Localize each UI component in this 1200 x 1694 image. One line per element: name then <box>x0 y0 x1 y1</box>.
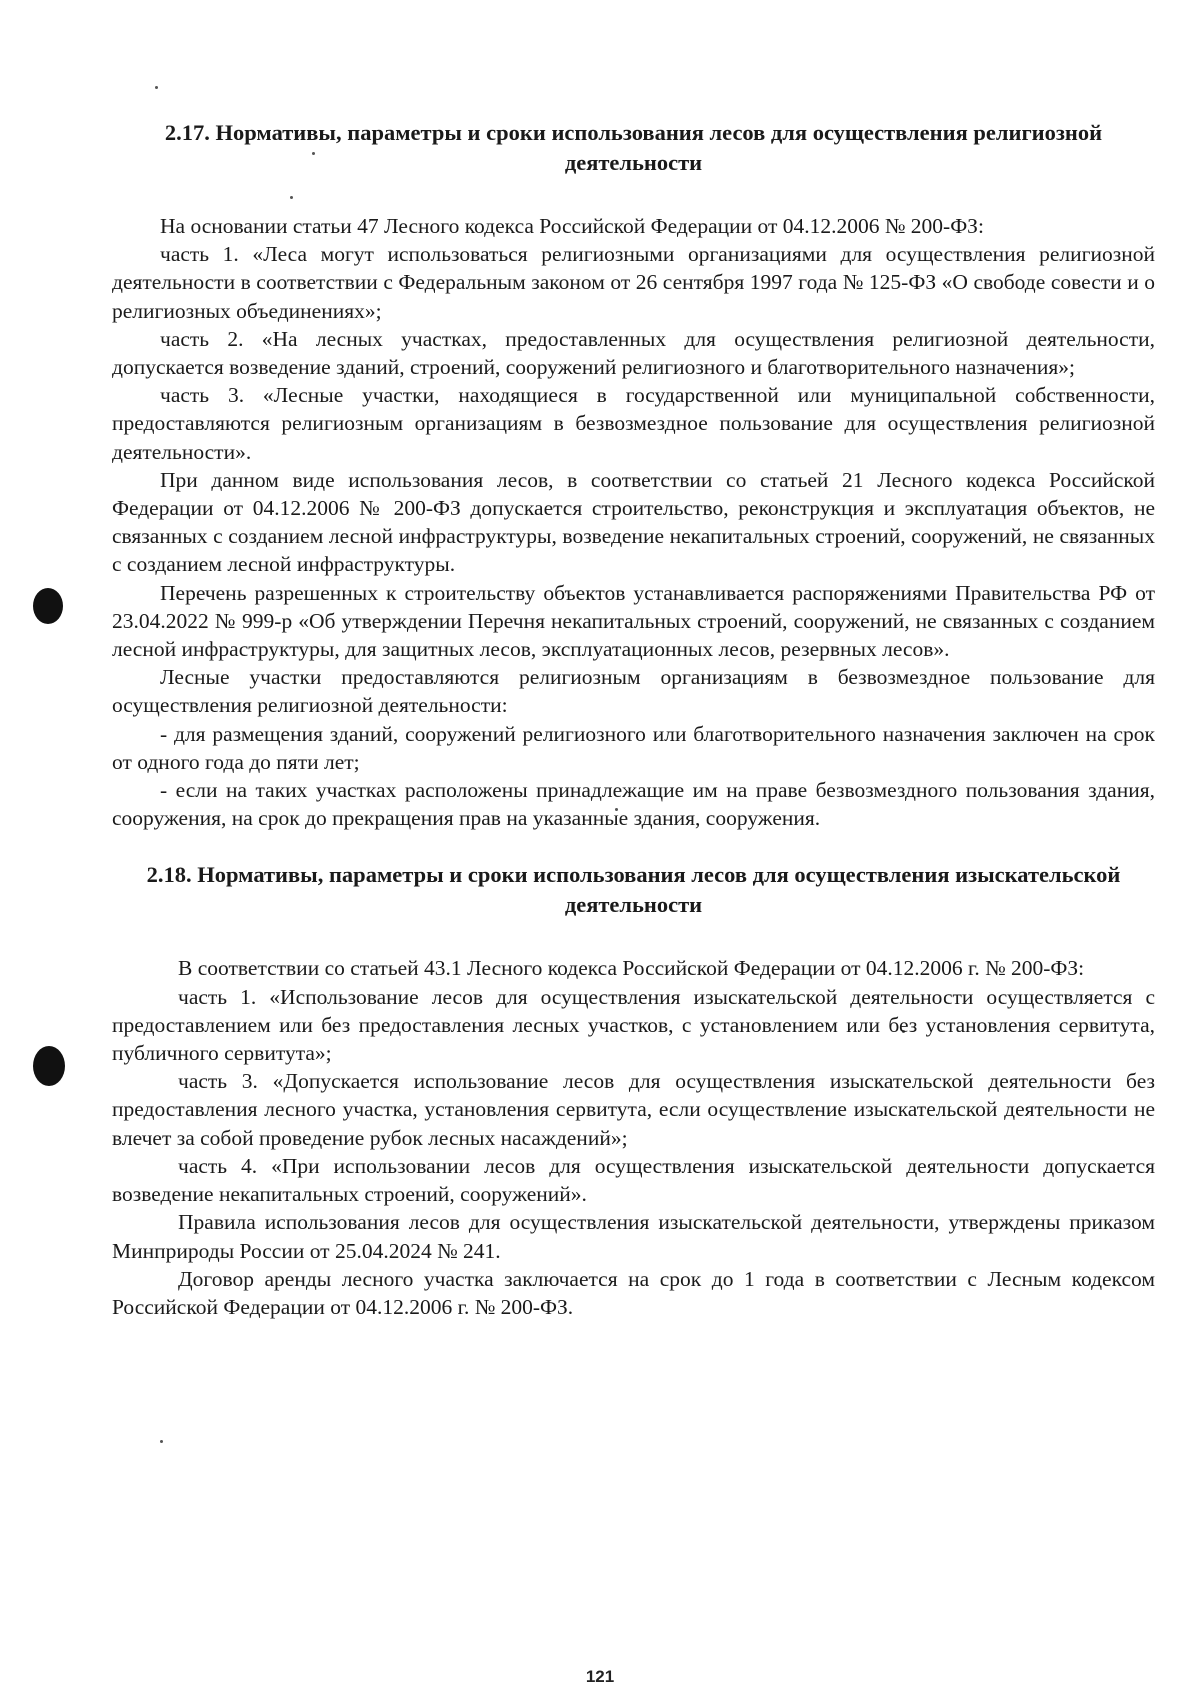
list-item: - для размещения зданий, сооружений религиозного или благотворительного назначения заключен на срок от одного года до пяти лет; <box>112 721 1155 774</box>
paragraph: Договор аренды лесного участка заключается на срок до 1 года в соответствии с Лесным кодексом Российской Федерации от 04.12.2006 г. № 200-ФЗ. <box>112 1266 1155 1319</box>
paragraph: Лесные участки предоставляются религиозным организациям в безвозмездное пользование для осуществления религиозной деятельности: <box>112 665 1155 718</box>
paragraph: В соответствии со статьей 43.1 Лесного кодекса Российской Федерации от 04.12.2006 г. № 200-ФЗ: <box>178 956 1085 981</box>
section-heading: 2.17. Нормативы, параметры и сроки использования лесов для осуществления религиозной деятельности <box>164 120 1103 175</box>
list-item: - если на таких участках расположены принадлежащие им на праве безвозмездного пользования здания, сооружения, на срок до прекращения прав на указанные здания, сооружения. <box>112 778 1155 831</box>
paragraph: часть 4. «При использовании лесов для осуществления изыскательской деятельности допускается возведение некапитальных строений, сооружений». <box>112 1153 1155 1207</box>
paragraph: часть 1. «Леса могут использоваться религиозными организациями для осуществления религиозной деятельности в соответствии с Федеральным законом от 26 сентября 1997 года № 125-ФЗ «О свободе совести и о религиозных объединениях»; <box>112 242 1155 323</box>
scan-speck <box>155 86 158 89</box>
document-body <box>112 118 1155 1321</box>
section-heading: 2.18. Нормативы, параметры и сроки использования лесов для осуществления изыскательской деятельности <box>146 862 1121 918</box>
hole-punch-mark <box>33 1046 65 1086</box>
page-number: 121 <box>585 1667 615 1686</box>
section-2-17 <box>112 118 1155 832</box>
paragraph: Правила использования лесов для осуществления изыскательской деятельности, утверждены приказом Минприроды России от 25.04.2024 № 241. <box>112 1210 1155 1263</box>
paragraph: часть 3. «Допускается использование лесов для осуществления изыскательской деятельности без предоставления лесного участка, установления сервитута, если осуществление изыскательской деятельности не влечет за собой проведение рубок лесных насаждений»; <box>112 1069 1155 1150</box>
paragraph: часть 3. «Лесные участки, находящиеся в государственной или муниципальной собственности, предоставляются религиозным организациям в безвозмездное пользование для осуществления религиозной деятельности». <box>112 383 1155 464</box>
scan-speck <box>160 1440 163 1443</box>
paragraph: На основании статьи 47 Лесного кодекса Российской Федерации от 04.12.2006 № 200-ФЗ: <box>160 214 984 238</box>
paragraph: часть 1. «Использование лесов для осуществления изыскательской деятельности осуществляется с предоставлением или без предоставления лесных участков, с установлением или без установления сервитута, публичного сервитута»; <box>112 984 1155 1066</box>
paragraph: часть 2. «На лесных участках, предоставленных для осуществления религиозной деятельности, допускается возведение зданий, строений, сооружений религиозного и благотворительного назначения»; <box>112 326 1155 380</box>
paragraph: При данном виде использования лесов, в соответствии со статьей 21 Лесного кодекса Российской Федерации от 04.12.2006 № 200-ФЗ допускается строительство, реконструкция и эксплуатация объектов, не связанных с созданием лесной инфраструктуры, возведение некапитальных строений, сооружений, не связанных с созданием лесной инфраструктуры. <box>112 467 1155 577</box>
hole-punch-mark <box>33 588 63 624</box>
section-2-18 <box>112 860 1155 1321</box>
paragraph: Перечень разрешенных к строительству объектов устанавливается распоряжениями Правительства РФ от 23.04.2022 № 999-р «Об утверждении Перечня некапитальных строений, сооружений, не связанных с созданием лесной инфраструктуры, для защитных лесов, эксплуатационных лесов, резервных лесов». <box>112 580 1155 662</box>
